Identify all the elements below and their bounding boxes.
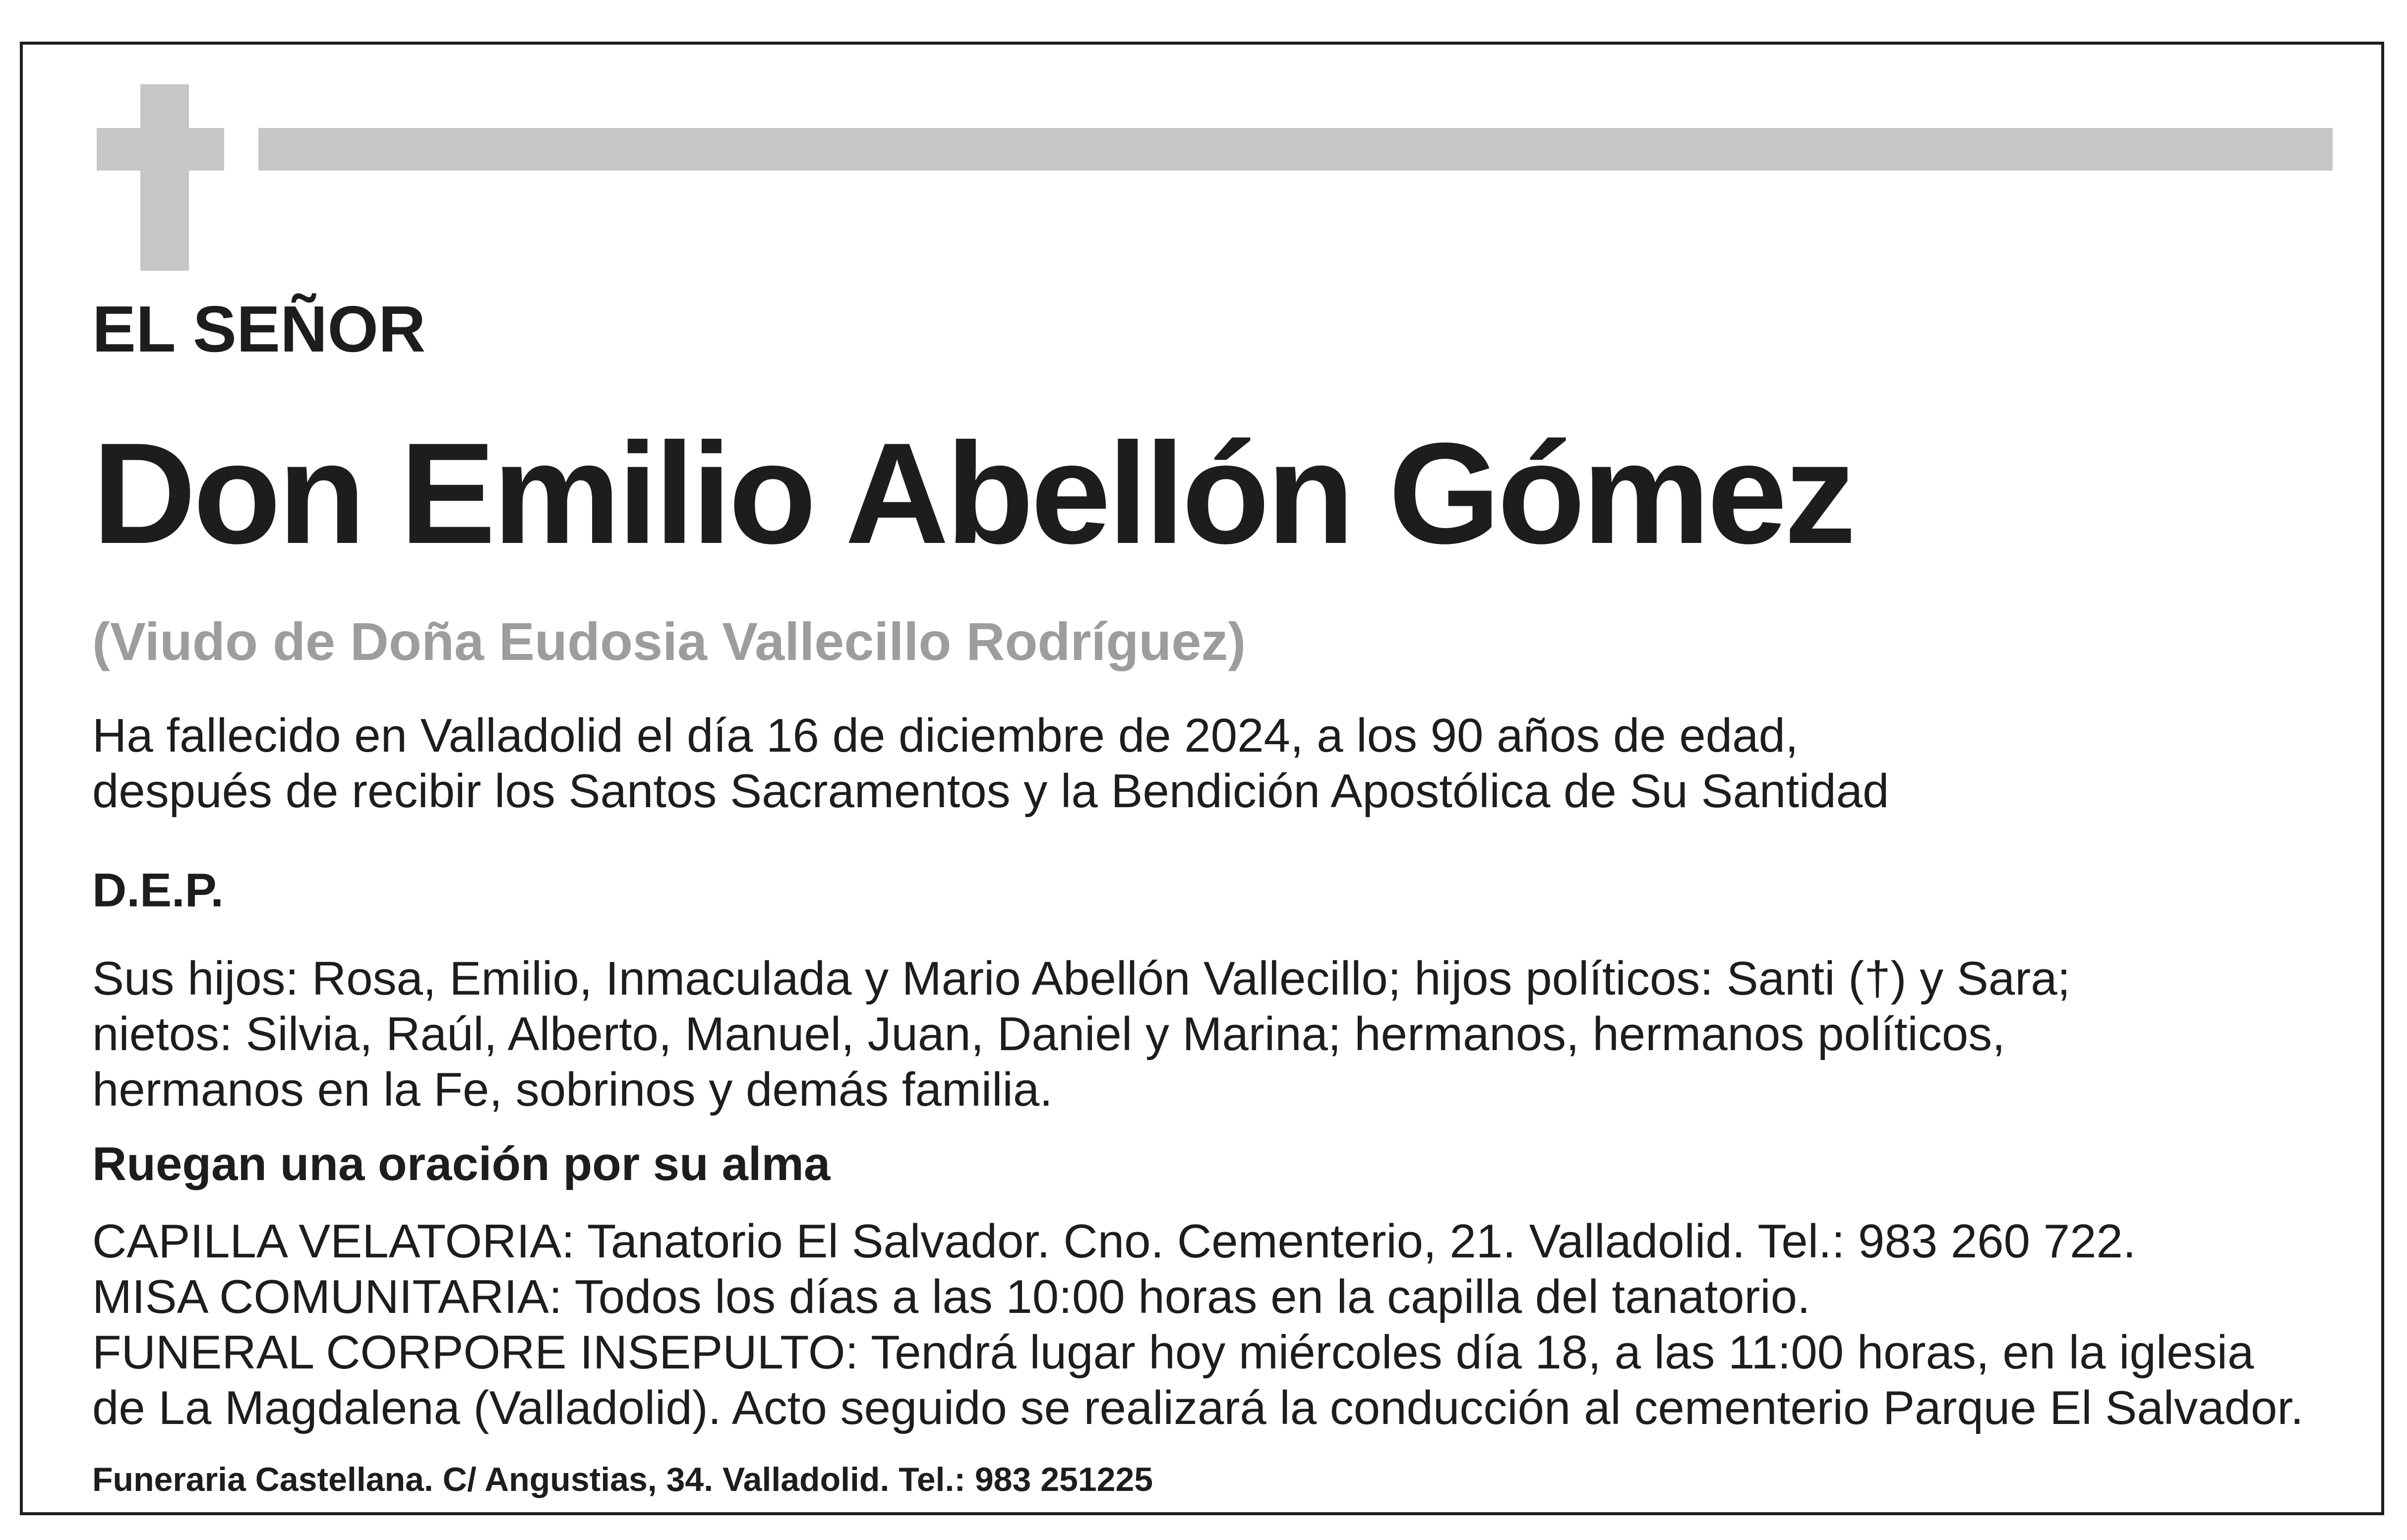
announcement-line: después de recibir los Santos Sacramentos y la Bendición Apostólica de Su Santidad bbox=[92, 765, 1889, 818]
funeral-home-footer: Funeraria Castellana. C/ Angustias, 34. Valladolid. Tel.: 983 251225 bbox=[92, 1461, 1153, 1498]
dep-label: D.E.P. bbox=[92, 864, 224, 917]
family-line: hermanos en la Fe, sobrinos y demás familia. bbox=[92, 1063, 1053, 1116]
service-line: MISA COMUNITARIA: Todos los días a las 10:00 horas en la capilla del tanatorio. bbox=[92, 1270, 1810, 1323]
service-line: CAPILLA VELATORIA: Tanatorio El Salvador. Cno. Cementerio, 21. Valladolid. Tel.: 983 260 722. bbox=[92, 1215, 2136, 1268]
cross-icon bbox=[140, 84, 189, 271]
header-rule bbox=[258, 128, 2333, 171]
honorific: EL SEÑOR bbox=[92, 293, 426, 365]
family-paragraph bbox=[92, 951, 2070, 1118]
prayer-request: Ruegan una oración por su alma bbox=[92, 1137, 831, 1190]
family-line: Sus hijos: Rosa, Emilio, Inmaculada y Mario Abellón Vallecillo; hijos políticos: Santi (†) y Sara; bbox=[92, 952, 2071, 1005]
deceased-name: Don Emilio Abellón Gómez bbox=[92, 413, 1853, 574]
services-paragraph bbox=[92, 1214, 2304, 1436]
service-line: de La Magdalena (Valladolid). Acto seguido se realizará la conducción al cementerio Parque El Salvador. bbox=[92, 1381, 2304, 1434]
family-line: nietos: Silvia, Raúl, Alberto, Manuel, Juan, Daniel y Marina; hermanos, hermanos políticos, bbox=[92, 1007, 2005, 1061]
widower-note: (Viudo de Doña Eudosia Vallecillo Rodríguez) bbox=[92, 611, 1246, 671]
announcement-paragraph bbox=[92, 708, 1889, 819]
service-line: FUNERAL CORPORE INSEPULTO: Tendrá lugar hoy miércoles día 18, a las 11:00 horas, en la iglesia bbox=[92, 1326, 2254, 1379]
cross-icon-arm bbox=[97, 128, 224, 171]
announcement-line: Ha fallecido en Valladolid el día 16 de diciembre de 2024, a los 90 años de edad, bbox=[92, 709, 1799, 762]
